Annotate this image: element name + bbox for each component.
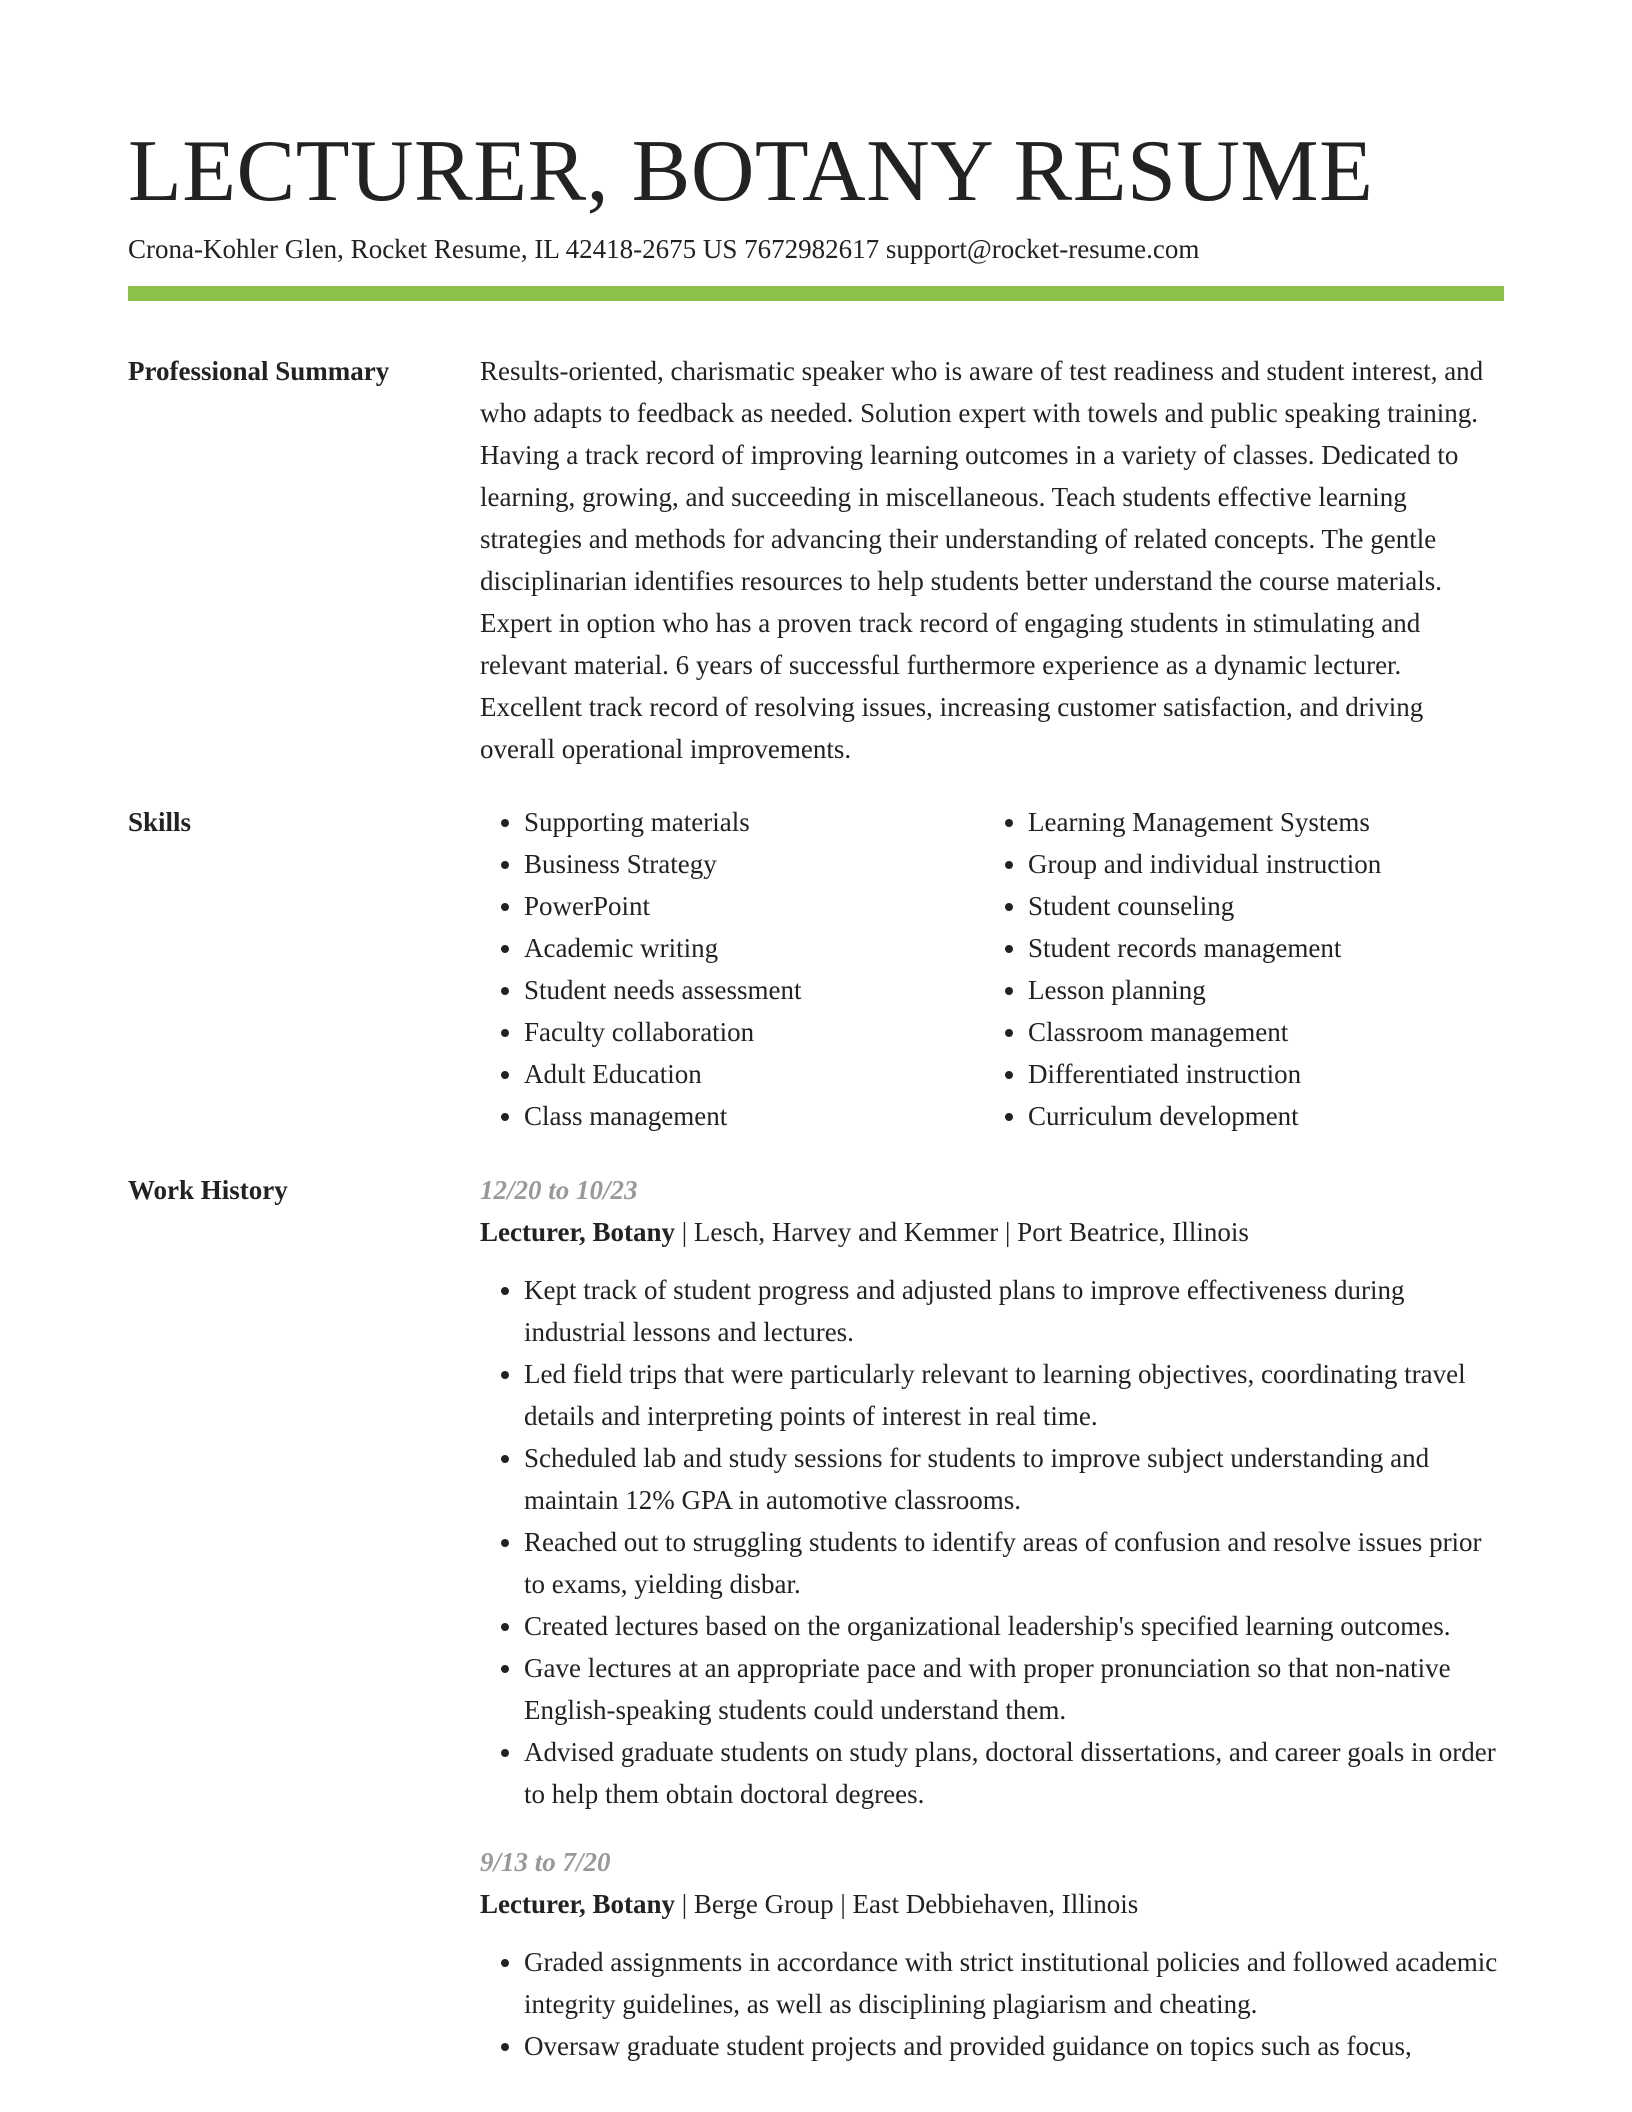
job-dates: 9/13 to 7/20	[480, 1847, 611, 1877]
summary-text: Results-oriented, charismatic speaker who is aware of test readiness and student interest, and who adapts to feedback as needed. Solution expert with towels and public speaking training. Having a track record of improving learning outcomes in a variety of classes. Dedicated to learning, growing, and succeeding in miscellaneous. Teach students effective learning strategies and methods for advancing their understanding of related concepts. The gentle disciplinarian identifies resources to help students better understand the course materials. Expert in option who has a proven track record of engaging students in stimulating and relevant material. 6 years of successful furthermore experience as a dynamic lecturer. Excellent track record of resolving issues, increasing customer satisfaction, and driving overall operational improvements.	[480, 356, 1484, 764]
job-bullets	[480, 1269, 1504, 1815]
skill-item: • Business Strategy	[524, 843, 984, 885]
job-bullet: • Led field trips that were particularly relevant to learning objectives, coordinating travel details and interpreting points of interest in real time.	[524, 1353, 1504, 1437]
job-title: Lecturer, Botany	[480, 1889, 675, 1919]
job-bullets	[480, 1941, 1504, 2067]
work-history-body	[480, 1169, 1504, 2093]
job-bullet: • Kept track of student progress and adjusted plans to improve effectiveness during industrial lessons and lectures.	[524, 1269, 1504, 1353]
job-header	[480, 1211, 1504, 1253]
skill-item: • Group and individual instruction	[1028, 843, 1488, 885]
section-label-work-history: Work History	[128, 1175, 288, 1205]
skill-item: • Learning Management Systems	[1028, 801, 1488, 843]
header-divider	[128, 286, 1504, 301]
resume-title: LECTURER, BOTANY RESUME	[128, 123, 1374, 220]
job-company-location: | Berge Group | East Debbiehaven, Illinois	[675, 1889, 1139, 1919]
skills-list-left	[480, 801, 984, 1137]
job-dates: 12/20 to 10/23	[480, 1175, 638, 1205]
skill-item: • Class management	[524, 1095, 984, 1137]
section-label-skills: Skills	[128, 807, 192, 837]
skill-item: • Classroom management	[1028, 1011, 1488, 1053]
skill-item: • Differentiated instruction	[1028, 1053, 1488, 1095]
skill-item: • Adult Education	[524, 1053, 984, 1095]
job-bullet: • Advised graduate students on study plans, doctoral dissertations, and career goals in order to help them obtain doctoral degrees.	[524, 1731, 1504, 1815]
skills-columns	[480, 801, 1504, 1137]
job-bullet: • Reached out to struggling students to identify areas of confusion and resolve issues prior to exams, yielding disbar.	[524, 1521, 1504, 1605]
resume-page	[128, 0, 1504, 2112]
skills-body	[480, 801, 1504, 1137]
job-bullet: • Graded assignments in accordance with strict institutional policies and followed academic integrity guidelines, as well as disciplining plagiarism and cheating.	[524, 1941, 1504, 2025]
job-bullet: • Scheduled lab and study sessions for students to improve subject understanding and maintain 12% GPA in automotive classrooms.	[524, 1437, 1504, 1521]
skills-list-right	[984, 801, 1488, 1137]
summary-body	[480, 350, 1504, 770]
skill-item: • Student needs assessment	[524, 969, 984, 1011]
job-header	[480, 1883, 1504, 1925]
skill-item: • Lesson planning	[1028, 969, 1488, 1011]
job-company-location: | Lesch, Harvey and Kemmer | Port Beatrice, Illinois	[675, 1217, 1249, 1247]
skill-item: • PowerPoint	[524, 885, 984, 927]
job-entry	[480, 1169, 1504, 1815]
contact-line: Crona-Kohler Glen, Rocket Resume, IL 42418-2675 US 7672982617 support@rocket-resume.com	[128, 234, 1200, 264]
job-bullet: • Oversaw graduate student projects and provided guidance on topics such as focus,	[524, 2025, 1504, 2067]
job-entry	[480, 1841, 1504, 2067]
job-bullet: • Gave lectures at an appropriate pace and with proper pronunciation so that non-native English-speaking students could understand them.	[524, 1647, 1504, 1731]
skill-item: • Student counseling	[1028, 885, 1488, 927]
skill-item: • Academic writing	[524, 927, 984, 969]
skill-item: • Supporting materials	[524, 801, 984, 843]
job-bullet: • Created lectures based on the organizational leadership's specified learning outcomes.	[524, 1605, 1504, 1647]
section-label-summary: Professional Summary	[128, 356, 390, 386]
skill-item: • Curriculum development	[1028, 1095, 1488, 1137]
skill-item: • Student records management	[1028, 927, 1488, 969]
job-title: Lecturer, Botany	[480, 1217, 675, 1247]
skill-item: • Faculty collaboration	[524, 1011, 984, 1053]
